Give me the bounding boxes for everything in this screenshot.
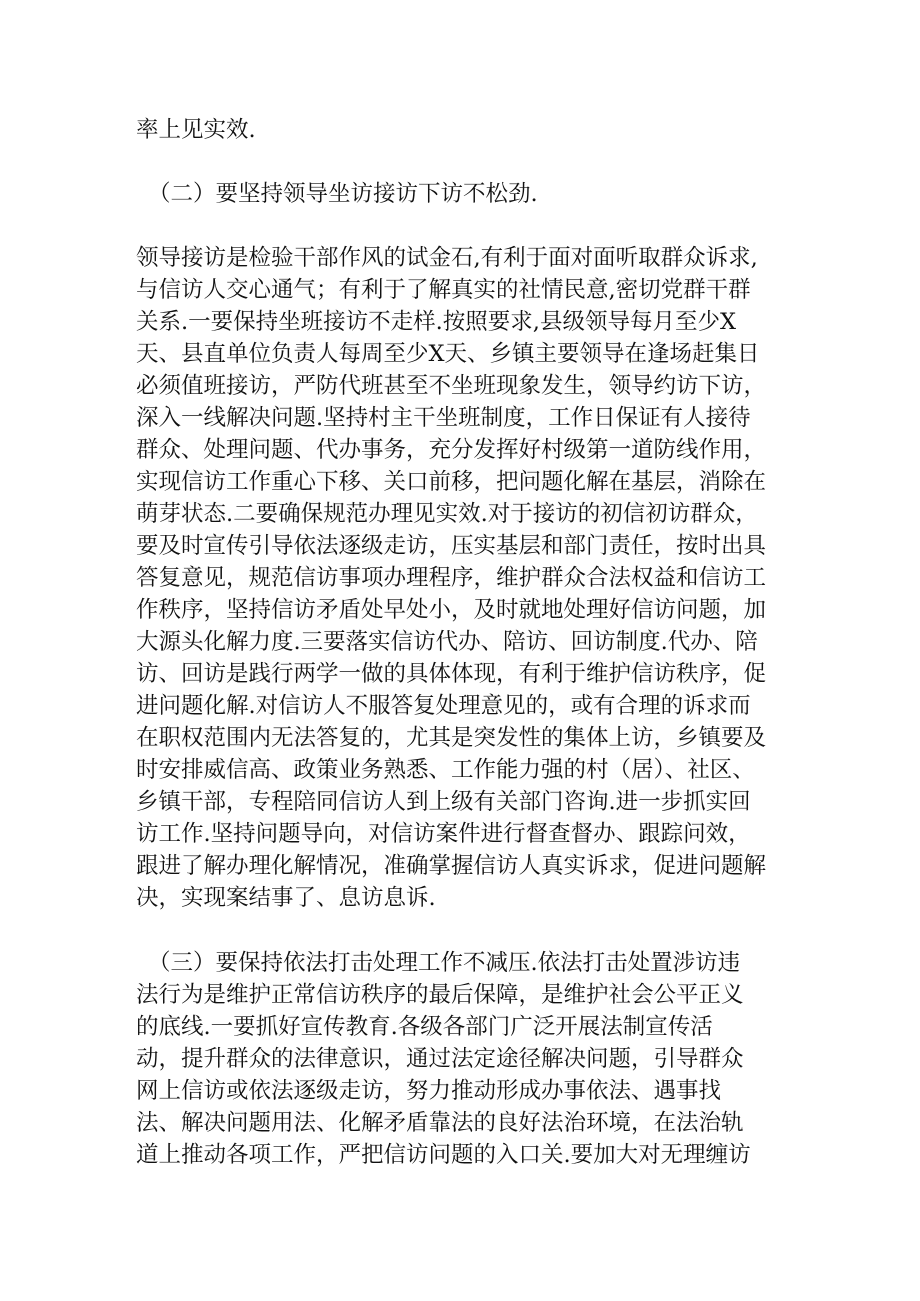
section-heading-2: （二）要坚持领导坐访接访下访不松劲.: [148, 181, 538, 207]
text-line: 在职权范围内无法答复的，尤其是突发性的集体上访，乡镇要及: [136, 725, 767, 751]
text-line: 领导接访是检验干部作风的试金石,有利于面对面听取群众诉求,: [136, 245, 758, 271]
text-line: 天、县直单位负责人每周至少X天、乡镇主要领导在逢场赶集日: [136, 341, 760, 367]
text-line: 答复意见，规范信访事项办理程序，维护群众合法权益和信访工: [136, 565, 767, 591]
text-line: 决，实现案结事了、息访息诉.: [136, 885, 436, 911]
text-line: 法、解决问题用法、化解矛盾靠法的良好法治环境，在法治轨: [136, 1110, 744, 1136]
text-line: 法行为是维护正常信访秩序的最后保障，是维护社会公平正义: [136, 982, 744, 1008]
text-line: 跟进了解办理化解情况，准确掌握信访人真实诉求，促进问题解: [136, 853, 767, 879]
text-line: 必须值班接访，严防代班甚至不坐班现象发生，领导约访下访，: [136, 373, 767, 399]
text-line: 实现信访工作重心下移、关口前移，把问题化解在基层，消除在: [136, 469, 767, 495]
text-line: 的底线.一要抓好宣传教育.各级各部门广泛开展法制宣传活: [136, 1014, 713, 1040]
text-line: 网上信访或依法逐级走访，努力推动形成办事依法、遇事找: [136, 1078, 722, 1104]
section-heading-3: （三）要保持依法打击处理工作不减压.依法打击处置涉访违: [148, 950, 741, 976]
text-line: 大源头化解力度.三要落实信访代办、陪访、回访制度.代办、陪: [136, 629, 758, 655]
text-line: 群众、处理问题、代办事务，充分发挥好村级第一道防线作用，: [136, 437, 767, 463]
text-line: 关系.一要保持坐班接访不走样.按照要求,县级领导每月至少X: [136, 309, 736, 335]
text-line: 进问题化解.对信访人不服答复处理意见的，或有合理的诉求而: [136, 693, 751, 719]
text-line-paragraph-end: 率上见实效.: [136, 117, 256, 143]
text-line: 访工作.坚持问题导向，对信访案件进行督查督办、跟踪问效，: [136, 821, 751, 847]
text-line: 道上推动各项工作，严把信访问题的入口关.要加大对无理缠访: [136, 1142, 751, 1168]
text-line: 时安排威信高、政策业务熟悉、工作能力强的村（居）、社区、: [136, 757, 755, 783]
text-line: 要及时宣传引导依法逐级走访，压实基层和部门责任，按时出具: [136, 533, 767, 559]
text-line: 作秩序，坚持信访矛盾处早处小，及时就地处理好信访问题，加: [136, 597, 767, 623]
text-line: 与信访人交心通气；有利于了解真实的社情民意,密切党群干群: [136, 277, 751, 303]
text-line: 萌芽状态.二要确保规范办理见实效.对于接访的初信初访群众，: [136, 501, 758, 527]
text-line: 深入一线解决问题.坚持村主干坐班制度，工作日保证有人接待: [136, 405, 751, 431]
text-line: 乡镇干部，专程陪同信访人到上级有关部门咨询.进一步抓实回: [136, 789, 751, 815]
text-line: 动，提升群众的法律意识，通过法定途径解决问题，引导群众: [136, 1046, 744, 1072]
text-line: 访、回访是践行两学一做的具体体现，有利于维护信访秩序，促: [136, 661, 767, 687]
